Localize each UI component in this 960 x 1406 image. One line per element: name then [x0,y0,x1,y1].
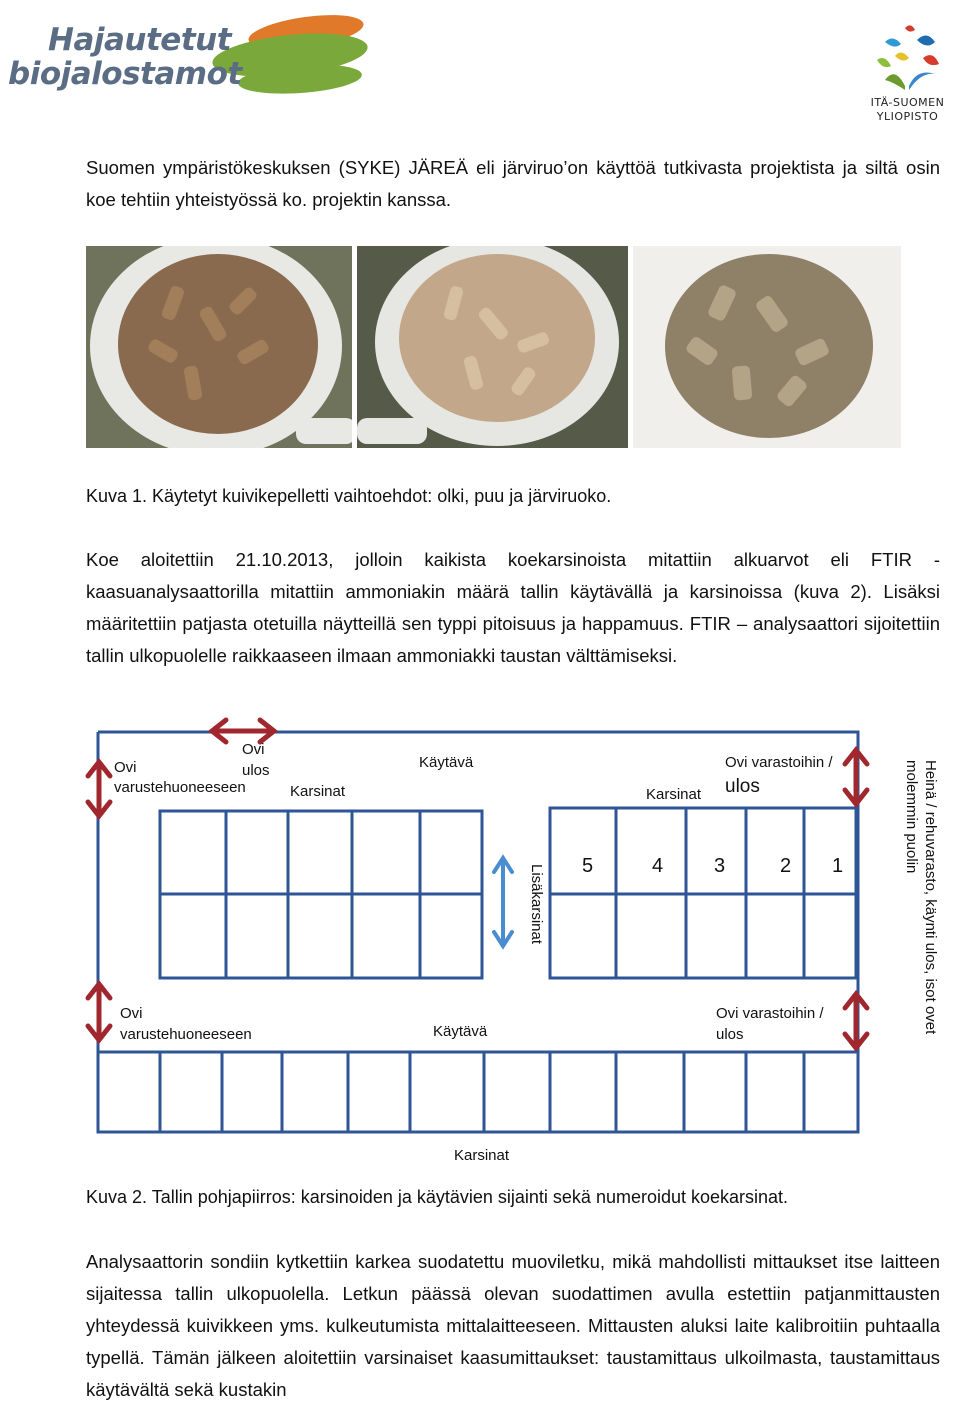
label-kaytava-bottom: Käytävä [433,1023,488,1040]
door-arrow-icon-top-left [88,762,110,816]
aisle-arrow-icon [494,858,512,946]
label-ovi-varustehuone-top-2: varustehuoneeseen [114,779,246,796]
label-ovi-varustehuone-bottom-1: Ovi [120,1005,143,1022]
label-ovi-varastoihin-bottom-2: ulos [716,1026,744,1043]
door-arrow-icon-top [212,720,274,742]
hajautetut-biojalostamot-logo [0,0,380,110]
logo-text-line2: biojalostamot [8,56,242,92]
logo-text-line1: Hajautetut [48,22,232,58]
door-arrow-icon-top-right [845,750,867,804]
method-paragraph: Koe aloitettiin 21.10.2013, jolloin kaikista koekarsinoista mitattiin alkuarvot eli FTIR -kaasuanalysaattorilla mitattiin ammoniakin määrä tallin käytävällä ja karsinoissa (kuva 2). Lisäksi määritettiin patjasta otetuilla näytteillä sen typpi pitoisuus ja happamuus. FTIR – analysaattori sijoitettiin tallin ulkopuolelle raikkaaseen ilmaan ammoniakki taustan välttämiseksi. [86,549,940,666]
label-ovi-ulos-1: Ovi [242,741,265,758]
ita-suomen-yliopisto-logo [855,20,960,130]
stall-number-3: 3 [714,855,726,877]
photo-jarviruoko-pellets [633,246,901,448]
label-ovi-ulos-2: ulos [242,762,270,779]
door-arrow-icon-bottom-right [845,994,867,1048]
stall-number-1: 1 [832,855,844,877]
intro-paragraph: Suomen ympäristökeskuksen (SYKE) JÄREÄ eli järviruo’on käyttöä tutkivasta projektista ja siltä osin koe tehtiin yhteistyössä ko. projektin kanssa. [86,157,940,210]
figure2-caption: Kuva 2. Tallin pohjapiirros: karsinoiden ja käytävien sijainti sekä numeroidut koekarsinat. [86,1187,789,1207]
label-kaytava-top: Käytävä [419,754,474,771]
university-emblem-icon [855,20,960,94]
label-lisakarsinat: Lisäkarsinat [528,864,545,945]
figure1-caption: Kuva 1. Käytetyt kuivikepelletti vaihtoehdot: olki, puu ja järviruoko. [86,486,612,506]
analyzer-paragraph: Analysaattorin sondiin kytkettiin karkea suodatettu muoviletku, mikä mahdollisti mittaukset itse laitteen sijaitessa tallin ulkopuolella. Letkun päässä olevan suodattimen avulla estettiin patjanmittausten yhteydessä kuivikkeen yms. kulkeutumista mittalaitteeseen. Mittausten aluksi laite kalibroitiin puhtaalla typellä. Tämän jälkeen aloitettiin varsinaiset kaasumittaukset: taustamittaus ulkoilmasta, taustamittaus käytävältä sekä kustakin [86,1251,940,1400]
stall-number-2: 2 [780,855,792,877]
door-arrow-icon-bottom-left [88,984,110,1040]
label-karsinat-top-right: Karsinat [646,786,702,803]
label-karsinat-bottom: Karsinat [454,1147,510,1164]
university-name-line2: YLIOPISTO [876,110,939,123]
label-side-storage-2: molemmin puolin [903,760,920,874]
stall-number-5: 5 [582,855,594,877]
university-name-line1: ITÄ-SUOMEN [870,96,945,109]
label-karsinat-top-left: Karsinat [290,783,346,800]
label-ovi-varastoihin-bottom-1: Ovi varastoihin / [716,1005,824,1022]
photo-olki-pellets [86,246,352,448]
label-ovi-varastoihin-top-1: Ovi varastoihin / [725,754,833,771]
stable-floor-plan [0,700,960,1175]
label-ovi-varastoihin-top-2: ulos [725,776,760,797]
label-ovi-varustehuone-top-1: Ovi [114,759,137,776]
label-side-storage-1: Heinä / rehuvarasto, käynti ulos, isot ovet [922,760,939,1035]
label-ovi-varustehuone-bottom-2: varustehuoneeseen [120,1026,252,1043]
stall-number-4: 4 [652,855,664,877]
photo-puu-pellets [357,246,628,448]
